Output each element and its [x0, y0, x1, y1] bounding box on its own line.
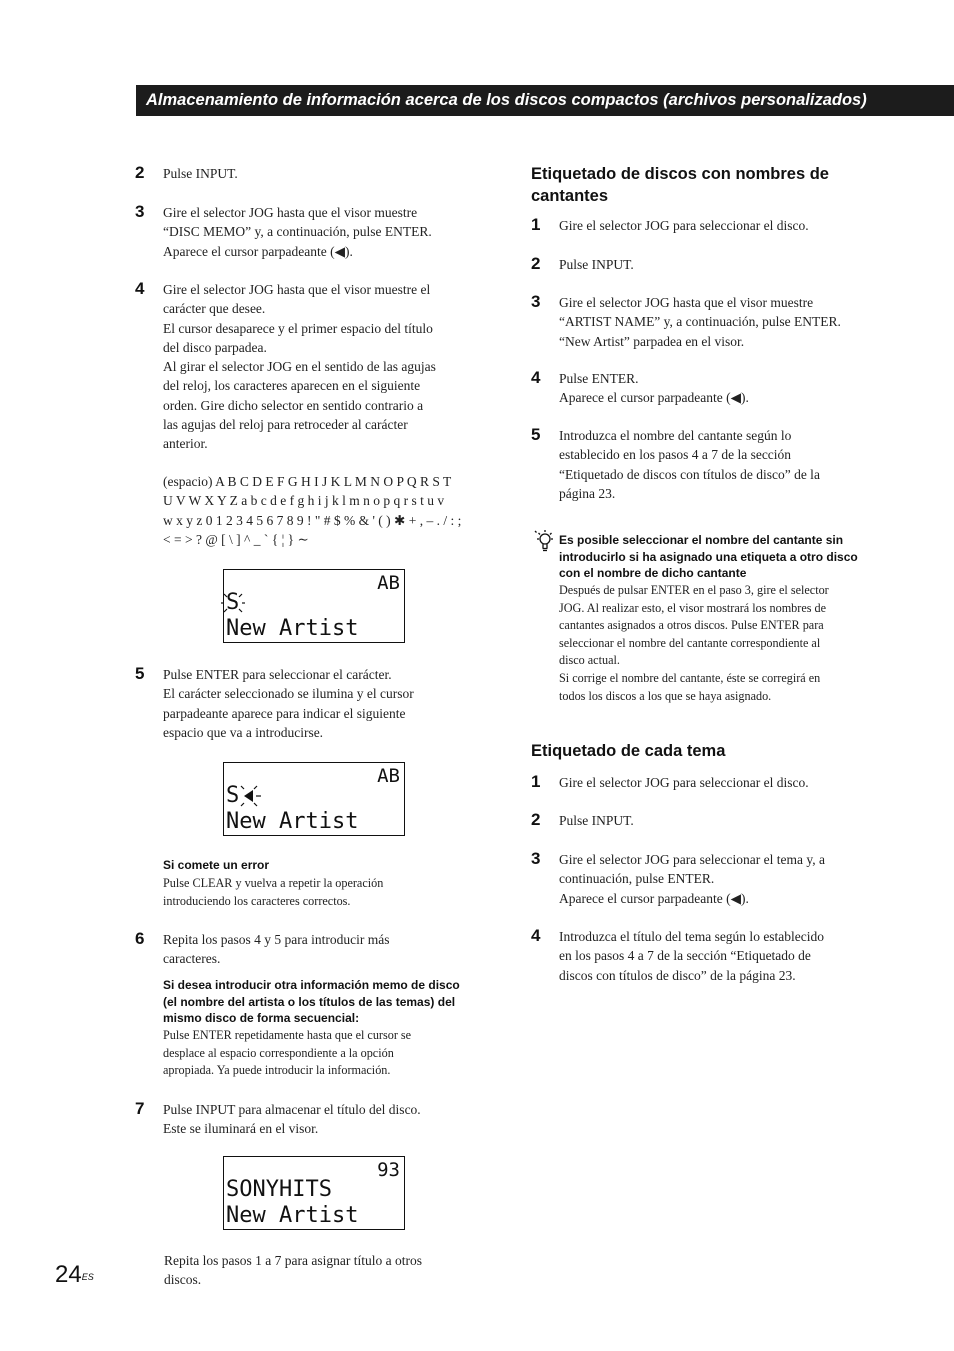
text-line: El carácter seleccionado se ilumina y el cursor: [163, 686, 414, 702]
text-line: Al girar el selector JOG en el sentido de las agujas: [163, 359, 436, 375]
section-heading-each-track: Etiquetado de cada tema: [531, 742, 726, 760]
text-line: Si desea introducir otra información memo de disco: [163, 978, 460, 992]
display-corner-indicator: 93: [377, 1159, 400, 1181]
text-line: JOG. Al realizar esto, el visor mostrará los nombres de: [559, 600, 827, 615]
step-text: [559, 216, 809, 235]
text-line: Repita los pasos 1 a 7 para asignar título a otros: [164, 1253, 422, 1268]
closing-text: [164, 1251, 422, 1290]
text-line: caracteres.: [163, 951, 221, 967]
text-line: parpadeante aparece para indicar el siguiente: [163, 705, 406, 721]
memo-note-title: [163, 977, 460, 1027]
text-line: “New Artist” parpadea en el visor.: [559, 333, 745, 349]
text-line: página 23.: [559, 485, 616, 501]
text-line: mismo disco de forma secuencial:: [163, 1011, 360, 1025]
text-line: orden. Gire dicho selector en sentido contrario a: [163, 397, 424, 413]
text-line: “ARTIST NAME” y, a continuación, pulse ENTER.: [559, 314, 841, 330]
charset-line: < = > ? @ [ \ ] ^ _ ` { ¦ } ∼: [163, 531, 309, 547]
step-number: 3: [531, 292, 541, 311]
text-line: Pulse INPUT.: [163, 166, 238, 181]
text-line: Pulse INPUT para almacenar el título del disco.: [163, 1102, 421, 1117]
step-text: [163, 203, 432, 261]
step-text: [559, 773, 809, 792]
text-line: El cursor desaparece y el primer espacio del título: [163, 320, 433, 336]
page-number-value: 24: [55, 1261, 82, 1288]
text-line: Pulse ENTER para seleccionar el carácter.: [163, 667, 392, 682]
step-text: [559, 426, 820, 503]
text-line: Pulse CLEAR y vuelva a repetir la operación: [163, 876, 384, 890]
text-line: introducirlo si ha asignado una etiqueta a otro disco: [559, 549, 858, 564]
step-number: 3: [531, 849, 541, 868]
text-line: Aparece el cursor parpadeante (◀).: [559, 890, 749, 906]
lcd-display-blinking-char: [223, 569, 405, 643]
text-line: con el nombre de dicho cantante: [559, 566, 747, 580]
tip-body: [559, 582, 829, 705]
text-line: establecido en los pasos 4 a 7 de la sección: [559, 447, 792, 463]
text-line: Pulse ENTER.: [559, 371, 639, 386]
display-corner-indicator: AB: [377, 765, 400, 787]
section-title: Almacenamiento de información acerca de los discos compactos (archivos personalizados): [146, 91, 867, 109]
text-line: Después de pulsar ENTER en el paso 3, gire el selector: [559, 583, 829, 597]
text-line: Etiquetado de discos con nombres de: [531, 165, 829, 183]
step-number: 6: [135, 929, 145, 948]
text-line: discos.: [164, 1272, 202, 1288]
step-text: [163, 665, 414, 742]
blinking-cursor-icon: [236, 783, 262, 809]
text-line: Introduzca el nombre del cantante según lo: [559, 428, 792, 443]
text-line: cantantes asignados a otros discos. Pulse ENTER para: [559, 618, 824, 633]
step-number: 4: [531, 368, 541, 387]
text-line: Gire el selector JOG hasta que el visor muestre el: [163, 282, 431, 297]
text-line: espacio que va a introducirse.: [163, 724, 324, 740]
text-line: Gire el selector JOG para seleccionar el disco.: [559, 218, 809, 233]
text-line: Gire el selector JOG hasta que el visor muestre: [163, 205, 418, 220]
text-line: “Etiquetado de discos con títulos de disco” de la: [559, 466, 820, 482]
text-line: Repita los pasos 4 y 5 para introducir más: [163, 932, 390, 947]
step-text: [163, 1100, 421, 1139]
step-text: [163, 164, 238, 183]
step-number: 3: [135, 202, 145, 221]
page-language-suffix: ES: [81, 1272, 94, 1282]
blink-marks-icon: [220, 590, 246, 616]
step-number: 1: [531, 772, 541, 791]
error-note-title: Si comete un error: [163, 858, 270, 872]
display-line-1: SONYHITS: [226, 1177, 332, 1202]
display-line-2: New Artist: [226, 1203, 359, 1228]
step-text: [559, 293, 841, 351]
text-line: introduciendo los caracteres correctos.: [163, 893, 351, 908]
text-line: Este se iluminará en el visor.: [163, 1121, 319, 1137]
text-line: Gire el selector JOG para seleccionar el disco.: [559, 775, 809, 790]
step-number: 4: [135, 279, 145, 298]
step-text: [559, 927, 824, 985]
step-number: 7: [135, 1099, 145, 1118]
lcd-display-cursor: [223, 762, 405, 836]
text-line: anterior.: [163, 436, 208, 452]
step-number: 5: [135, 664, 145, 683]
memo-note-body: [163, 1027, 411, 1080]
display-corner-indicator: AB: [377, 572, 400, 594]
text-line: discos con títulos de disco” de la página 23.: [559, 967, 796, 983]
text-line: en los pasos 4 a 7 de la sección “Etiquetado de: [559, 948, 811, 964]
step-text: [163, 930, 389, 969]
text-line: (el nombre del artista o los títulos de las temas) del: [163, 994, 456, 1009]
text-line: apropiada. Ya puede introducir la información.: [163, 1063, 391, 1078]
display-line-1: S: [226, 783, 240, 808]
step-text: [163, 280, 436, 454]
display-line-2: New Artist: [226, 809, 359, 834]
text-line: continuación, pulse ENTER.: [559, 871, 715, 887]
text-line: Introduzca el título del tema según lo establecido: [559, 929, 825, 944]
text-line: Aparece el cursor parpadeante (◀).: [163, 243, 353, 259]
text-line: carácter que desee.: [163, 301, 266, 317]
step-text: [559, 369, 749, 408]
text-line: Gire el selector JOG hasta que el visor muestre: [559, 295, 814, 310]
step-number: 2: [531, 254, 541, 273]
lcd-display-stored-title: [223, 1156, 405, 1230]
text-line: cantantes: [531, 187, 609, 205]
charset-line: w x y z 0 1 2 3 4 5 6 7 8 9 ! " # $ % & ' ( ) ✱ + , – . / : ;: [163, 512, 462, 528]
text-line: “DISC MEMO” y, a continuación, pulse ENTER.: [163, 224, 432, 240]
display-line-2: New Artist: [226, 616, 359, 641]
text-line: disco actual.: [559, 653, 620, 668]
step-text: [559, 850, 825, 908]
step-text: [559, 811, 634, 830]
step-number: 5: [531, 425, 541, 444]
step-number: 2: [135, 163, 145, 182]
text-line: Gire el selector JOG para seleccionar el tema y, a: [559, 852, 825, 867]
error-note-body: [163, 875, 383, 910]
text-line: Es posible seleccionar el nombre del cantante sin: [559, 533, 844, 547]
display-line-1: S: [226, 590, 240, 615]
charset-line: U V W X Y Z a b c d e f g h i j k l m n o p q r s t u v: [163, 493, 445, 509]
section-heading-artist-names: [531, 163, 829, 207]
step-number: 4: [531, 926, 541, 945]
text-line: seleccionar el nombre del cantante correspondiente al: [559, 635, 821, 650]
text-line: Pulse INPUT.: [559, 257, 634, 272]
step-number: 1: [531, 215, 541, 234]
text-line: Aparece el cursor parpadeante (◀).: [559, 390, 749, 406]
text-line: desplace al espacio correspondiente a la opción: [163, 1045, 394, 1060]
text-line: Si corrige el nombre del cantante, éste se corregirá en: [559, 670, 821, 685]
step-number: 2: [531, 810, 541, 829]
tip-title: [559, 532, 858, 582]
step-text: [559, 255, 634, 274]
page-number: [55, 1262, 94, 1288]
text-line: las agujas del reloj para retroceder al carácter: [163, 417, 408, 433]
text-line: Pulse INPUT.: [559, 813, 634, 828]
text-line: del reloj, los caracteres aparecen en el siguiente: [163, 378, 421, 394]
section-header-bar: [136, 85, 954, 116]
character-set-list: [163, 472, 461, 549]
text-line: Pulse ENTER repetidamente hasta que el cursor se: [163, 1028, 412, 1042]
charset-line: (espacio) A B C D E F G H I J K L M N O P Q R S T: [163, 474, 452, 489]
text-line: todos los discos a los que se haya asignado.: [559, 688, 772, 703]
text-line: del disco parpadea.: [163, 339, 267, 355]
lightbulb-icon: [533, 529, 557, 553]
